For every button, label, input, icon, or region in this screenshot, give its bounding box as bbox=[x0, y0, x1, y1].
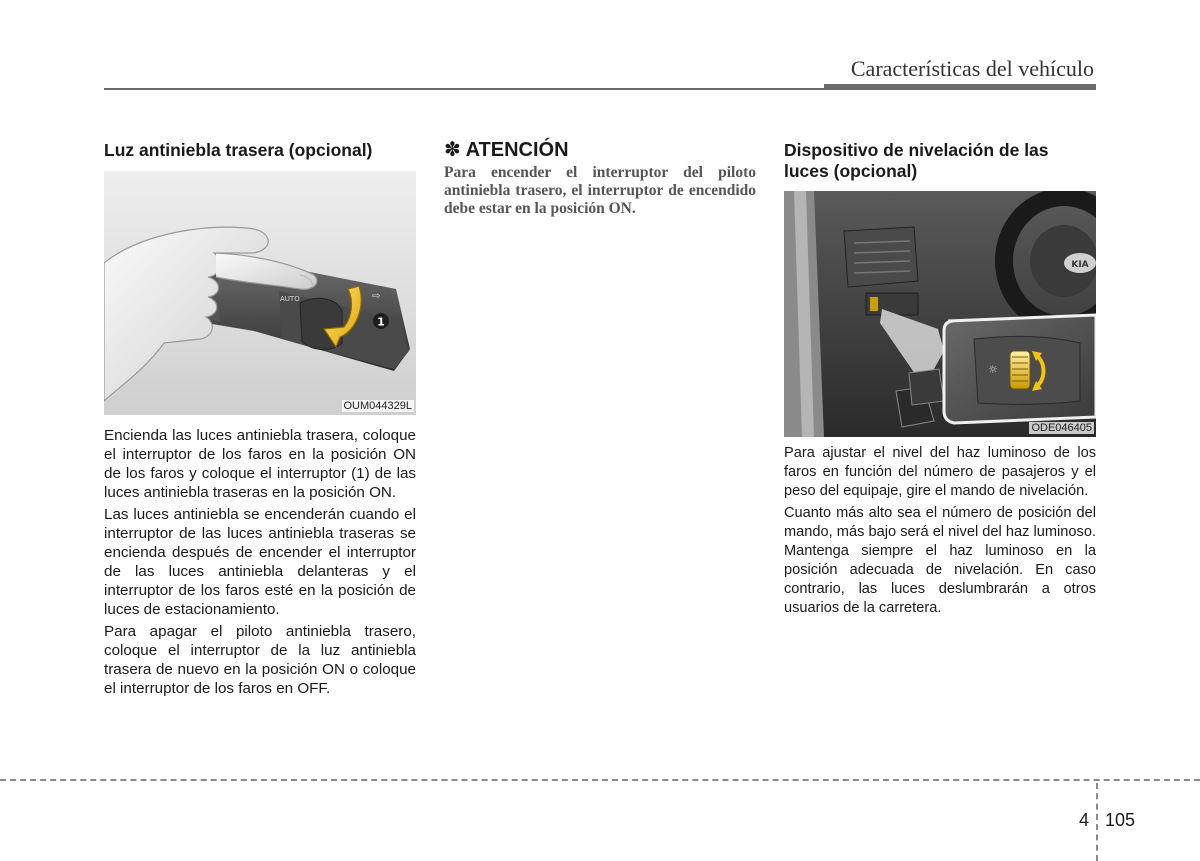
rear-fog-switch-figure bbox=[104, 171, 416, 415]
footer-rule bbox=[0, 779, 1200, 781]
figure-code: ODE046405 bbox=[1031, 422, 1092, 434]
paragraph: Cuanto más alto sea el número de posición del mando, más bajo será el nivel del haz luminoso. Mantenga siempre el haz luminoso en la posición adecuada de nivelación. En caso contrario, las luces deslumbrarán a otros usuarios de la carretera. bbox=[784, 505, 1096, 616]
header-rule bbox=[104, 88, 824, 90]
paragraph: Para apagar el piloto antiniebla trasero, coloque el interruptor de la luz antiniebla trasera de nuevo en la posición ON o coloque el interruptor de los faros en OFF. bbox=[104, 623, 416, 697]
chapter-number: 4 bbox=[1079, 810, 1090, 830]
leveling-device-figure bbox=[784, 191, 1096, 437]
figure-code: OUM044329L bbox=[343, 400, 412, 412]
header-rule-accent bbox=[824, 84, 1096, 90]
fog-switch-illustration bbox=[104, 171, 416, 415]
attention-heading: ✽ ATENCIÓN bbox=[444, 139, 569, 161]
page-number: 105 bbox=[1105, 810, 1136, 830]
leveling-device-heading: Dispositivo de nivelación de las luces (opcional) bbox=[784, 140, 1049, 181]
svg-text:AUTO: AUTO bbox=[280, 295, 300, 303]
callout-1: 1 bbox=[377, 315, 385, 329]
middle-column bbox=[444, 138, 756, 218]
paragraph: Las luces antiniebla se encenderán cuando el interruptor de las luces antiniebla traseras se encienda después de encender el interruptor de las luces antiniebla delanteras y el interruptor de los faros esté en la posición de luces de estacionamiento. bbox=[104, 506, 416, 618]
footer-divider bbox=[1096, 783, 1098, 861]
leveling-body bbox=[784, 444, 1096, 618]
svg-text:☼: ☼ bbox=[988, 363, 998, 376]
attention-text: Para encender el interruptor del piloto antiniebla trasero, el interruptor de encendido debe estar en la posición ON. bbox=[444, 164, 756, 217]
dashboard-illustration bbox=[784, 191, 1096, 437]
rear-fog-body bbox=[104, 426, 416, 698]
right-column bbox=[784, 138, 1096, 621]
paragraph: Encienda las luces antiniebla trasera, coloque el interruptor de los faros en la posición ON de los faros y coloque el interruptor (1) de las luces antiniebla traseras en la posición ON. bbox=[104, 427, 416, 501]
rear-fog-light-heading: Luz antiniebla trasera (opcional) bbox=[104, 140, 373, 160]
svg-text:⇨: ⇨ bbox=[372, 291, 381, 302]
left-column bbox=[104, 138, 416, 701]
svg-text:KIA: KIA bbox=[1071, 260, 1089, 270]
paragraph: Para ajustar el nivel del haz luminoso de los faros en función del número de pasajeros y el peso del equipaje, gire el mando de nivelación. bbox=[784, 445, 1096, 499]
section-title: Características del vehículo bbox=[850, 56, 1094, 81]
